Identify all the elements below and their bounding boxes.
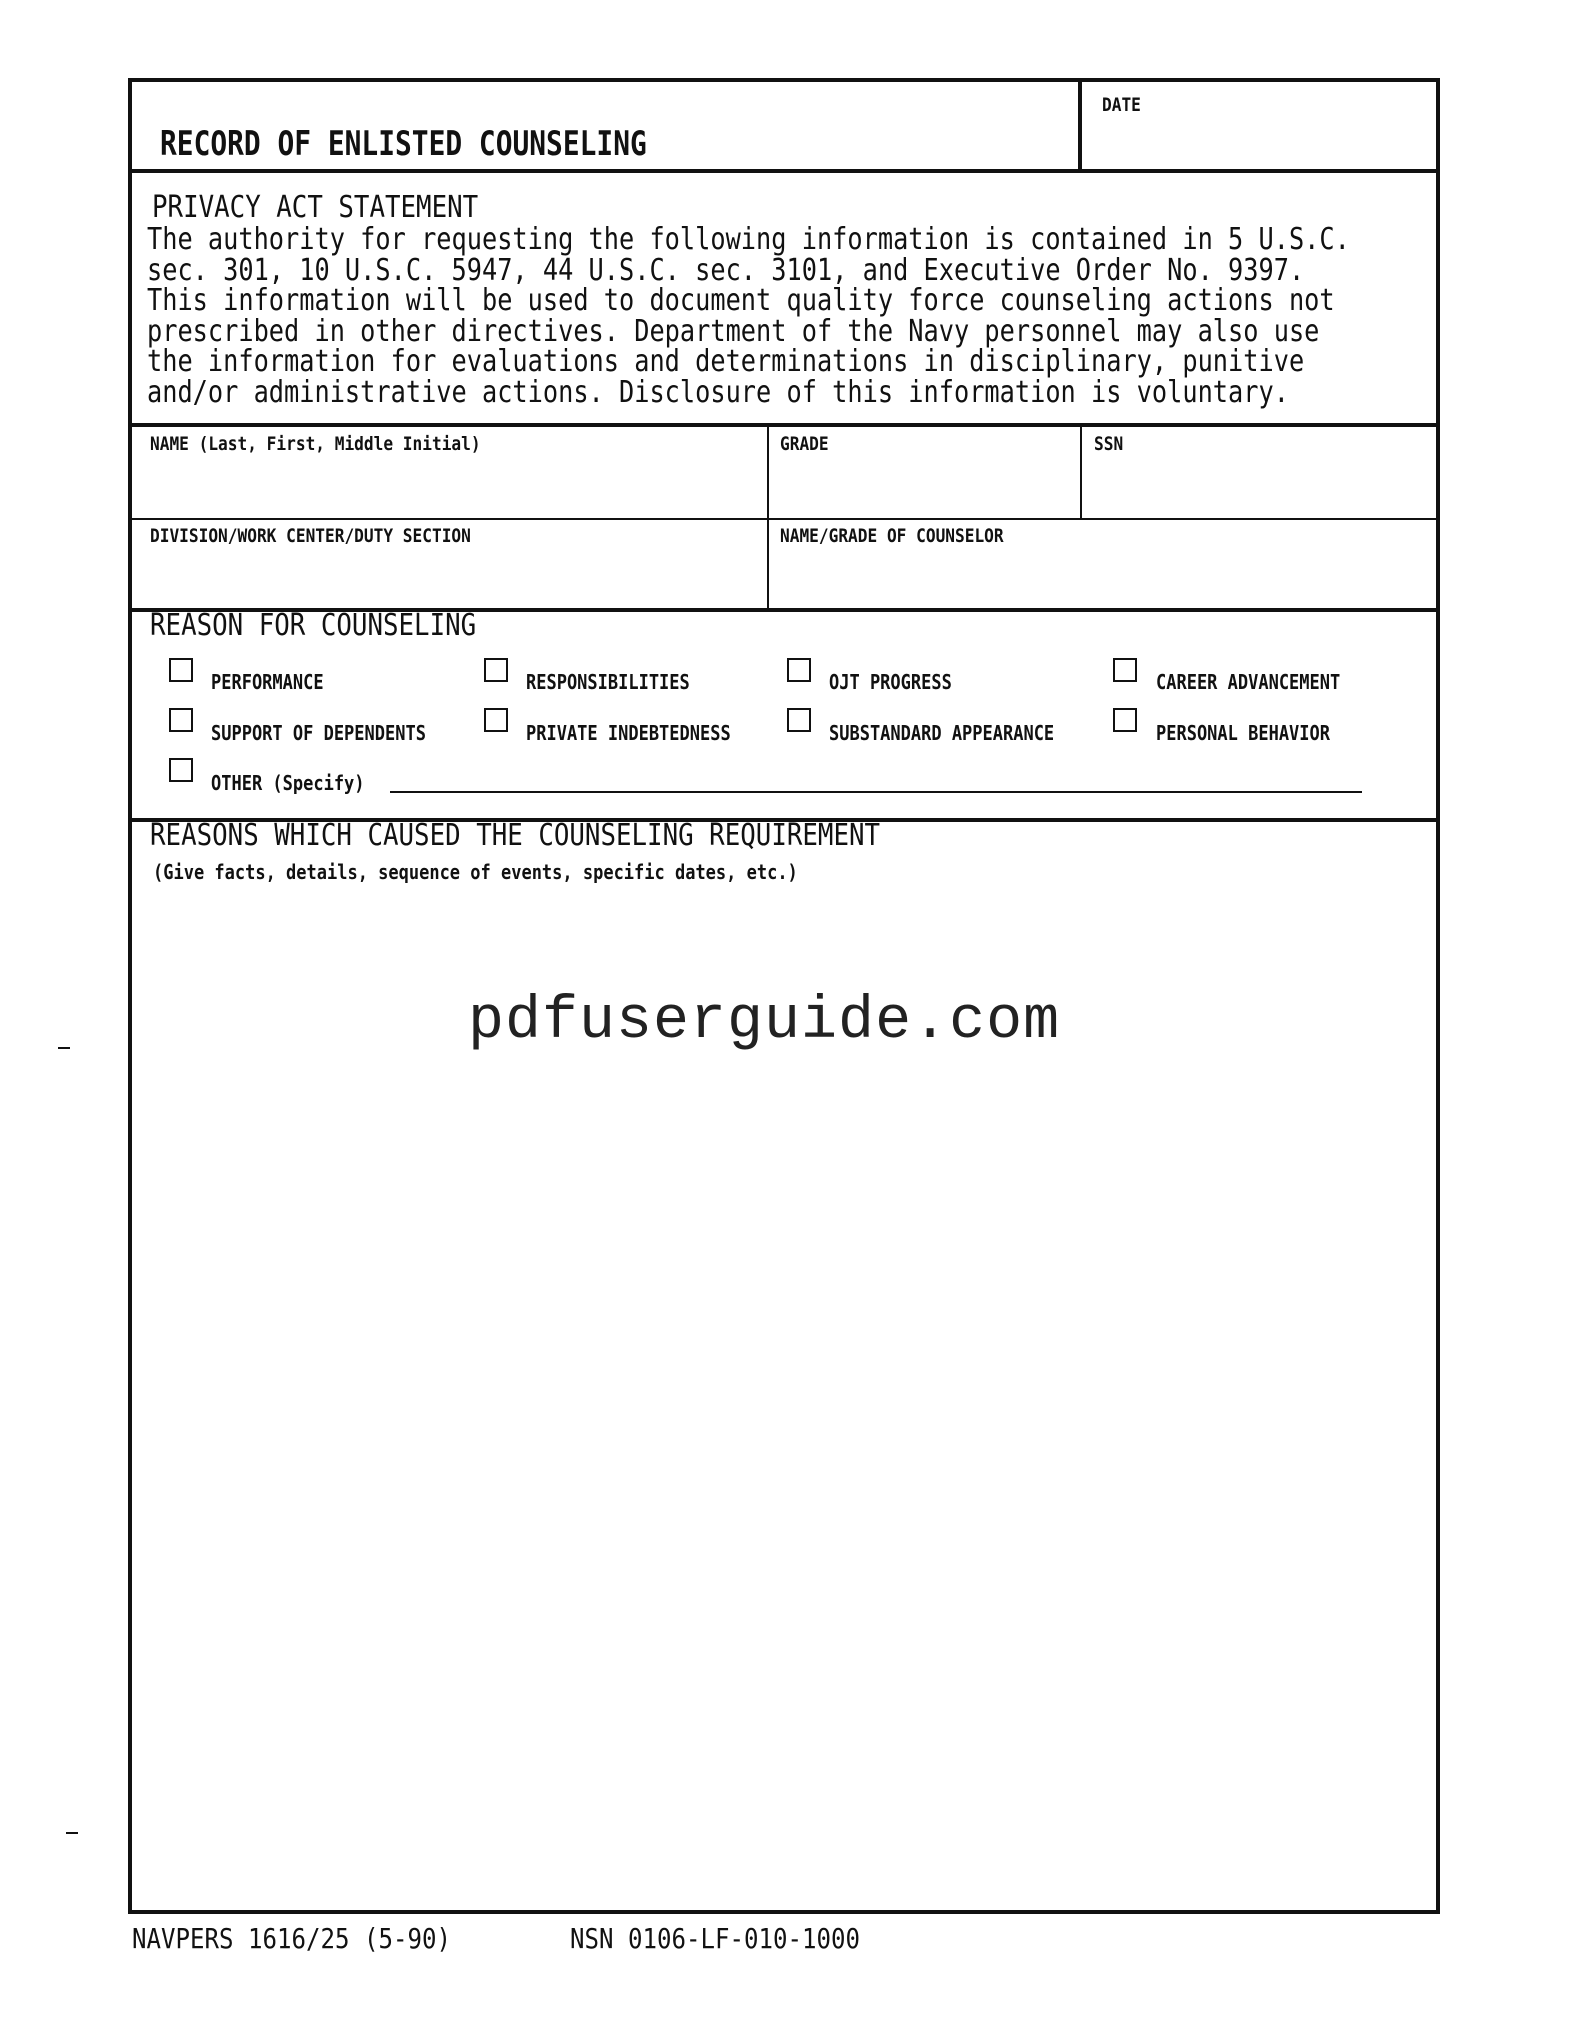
name-row-rule [128,518,1440,520]
checkbox-substandard-appearance[interactable] [787,708,811,732]
option-other-label: OTHER (Specify) [211,771,365,795]
option-private-indebtedness-label: PRIVATE INDEBTEDNESS [526,721,731,745]
checkbox-career-advancement[interactable] [1113,658,1137,682]
checkbox-ojt-progress[interactable] [787,658,811,682]
privacy-heading: PRIVACY ACT STATEMENT [152,190,479,225]
ssn-field[interactable] [1092,462,1427,512]
reason-heading: REASON FOR COUNSELING [150,608,477,643]
grade-ssn-divider [1080,425,1082,519]
margin-tick [58,1047,70,1049]
option-performance-label: PERFORMANCE [211,670,324,694]
checkbox-personal-behavior[interactable] [1113,708,1137,732]
other-specify-field[interactable] [392,762,1360,790]
counselor-field[interactable] [778,553,1428,603]
privacy-line: This information will be used to document quality force counseling actions not [147,283,1335,318]
ssn-label: SSN [1094,433,1124,455]
privacy-line: prescribed in other directives. Department of the Navy personnel may also use [147,314,1320,349]
checkbox-private-indebtedness[interactable] [484,708,508,732]
name-label: NAME (Last, First, Middle Initial) [150,433,481,455]
privacy-line: sec. 301, 10 U.S.C. 5947, 44 U.S.C. sec. 3101, and Executive Order No. 9397. [147,253,1305,288]
division-label: DIVISION/WORK CENTER/DUTY SECTION [150,525,471,547]
date-label: DATE [1102,94,1141,116]
privacy-line: The authority for requesting the following information is contained in 5 U.S.C. [147,222,1350,257]
counselor-label: NAME/GRADE OF COUNSELOR [780,525,1004,547]
privacy-line: and/or administrative actions. Disclosure of this information is voluntary. [147,375,1289,410]
checkbox-performance[interactable] [169,658,193,682]
option-support-of-dependents-label: SUPPORT OF DEPENDENTS [211,721,426,745]
header-rule [128,169,1440,173]
date-field[interactable] [1100,124,1420,160]
margin-tick [66,1832,78,1834]
grade-label: GRADE [780,433,829,455]
option-responsibilities-label: RESPONSIBILITIES [526,670,690,694]
option-ojt-progress-label: OJT PROGRESS [829,670,952,694]
privacy-line: the information for evaluations and determinations in disciplinary, punitive [147,344,1305,379]
name-field[interactable] [150,462,750,512]
grade-field[interactable] [778,462,1068,512]
checkbox-support-of-dependents[interactable] [169,708,193,732]
option-career-advancement-label: CAREER ADVANCEMENT [1156,670,1341,694]
reasons-caused-subheading: (Give facts, details, sequence of events, specific dates, etc.) [153,860,798,884]
option-personal-behavior-label: PERSONAL BEHAVIOR [1156,721,1330,745]
checkbox-other[interactable] [169,758,193,782]
option-substandard-appearance-label: SUBSTANDARD APPEARANCE [829,721,1055,745]
other-specify-underline [390,791,1362,793]
form-number: NAVPERS 1616/25 (5-90) [132,1922,451,1955]
date-divider [1078,78,1082,172]
watermark-text: pdfuserguide.com [468,988,1061,1056]
nsn-number: NSN 0106-LF-010-1000 [570,1922,860,1955]
privacy-rule [128,423,1440,427]
checkbox-responsibilities[interactable] [484,658,508,682]
form-title: RECORD OF ENLISTED COUNSELING [160,124,647,164]
division-field[interactable] [150,553,750,603]
reasons-caused-heading: REASONS WHICH CAUSED THE COUNSELING REQUIREMENT [150,818,881,853]
